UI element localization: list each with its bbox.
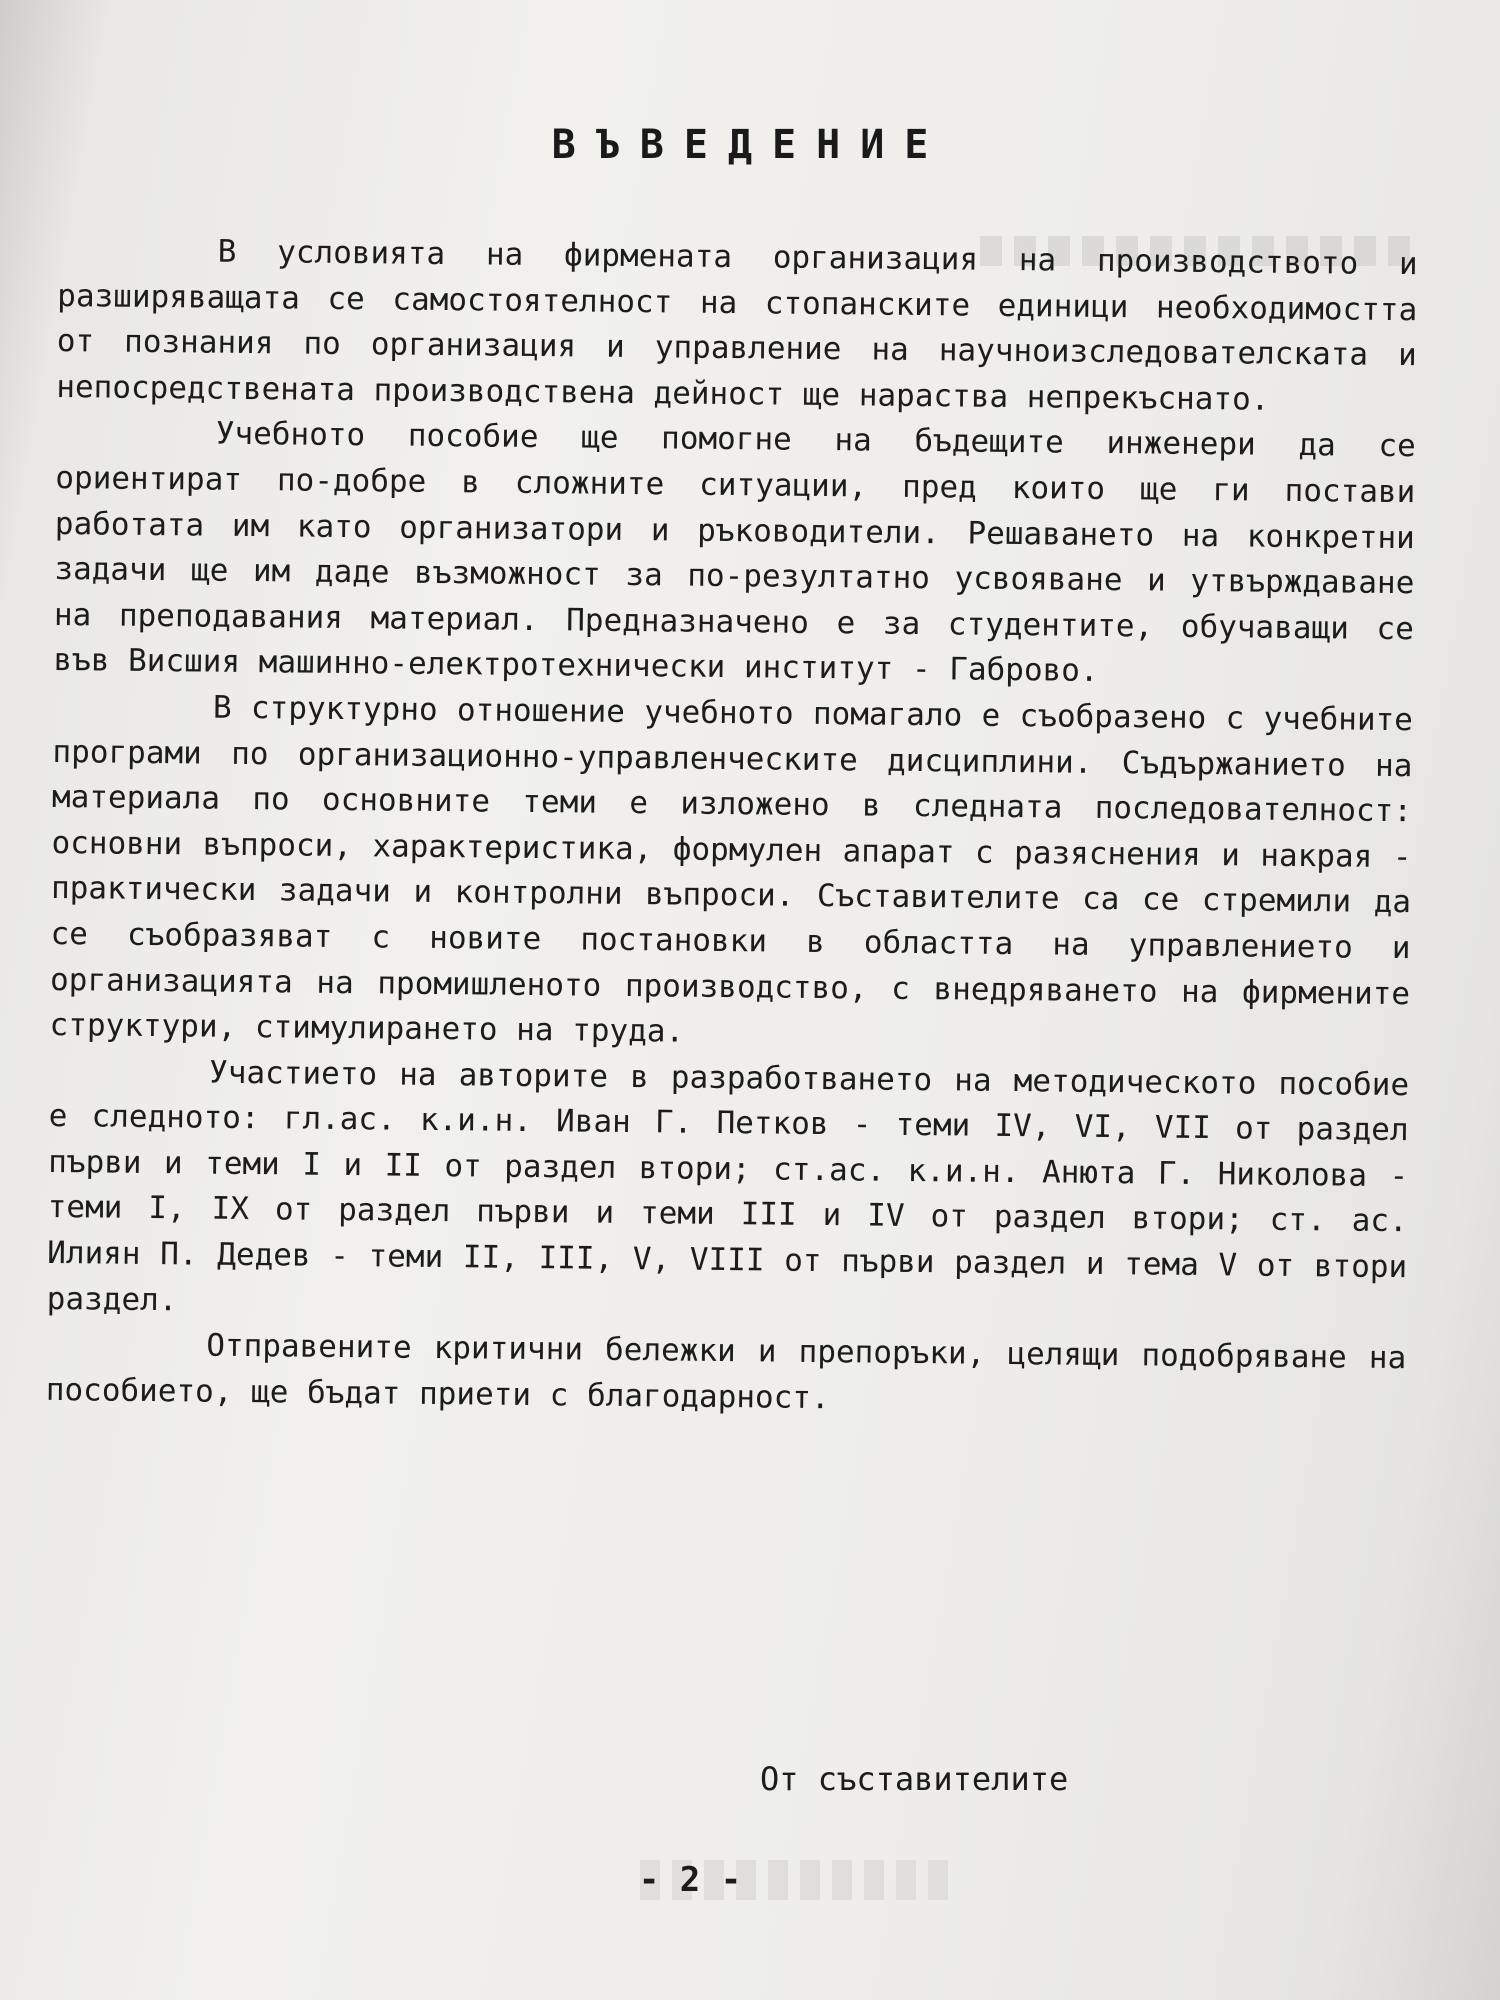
paragraph-intro: В условията на фирмената организация на производството и разширяващата се самостоятелност на стопанските единици необходимостта от познания по организация и управление на научноизследователската и непосредствената производствена дейност ще нараства непрекъснато. — [56, 233, 1418, 418]
signature: От съставителите — [760, 1760, 1069, 1798]
page-number: - 2 - — [638, 1860, 742, 1900]
paragraph-structure: В структурно отношение учебното помагало е съобразено с учебните програми по организационно-управленческите дисциплини. Съдържанието на материала по основните теми е изложено в следната последователност: основни въпроси, характеристика, формулен апарат с разяснения и накрая - практически задачи и контролни въпроси. Съставителите са се стремили да се съобразяват с новите постановки в областта на управлението и организацията на промишленото производство, с внедряването на фирмените структури, стимулирането на труда. — [49, 689, 1414, 1050]
paragraph-purpose: Учебното пособие ще помогне на бъдещите инженери да се ориентират по-добре в сложните ситуации, пред които ще ги постави работата им като организатори и ръководители. Решаването на конкретни задачи ще им даде възможност за по-резултатно усвояване и утвърждаване на преподавания материал. Предназначено е за студентите, обучаващи се във Висшия машинно-електротехнически институт - Габрово. — [53, 416, 1416, 690]
document-title: ВЪВЕДЕНИЕ — [551, 122, 949, 168]
paragraph-feedback: Отправените критични бележки и препоръки, целящи подобряване на пособието, ще бъдат приети с благодарност. — [45, 1327, 1407, 1416]
paragraph-authors: Участието на авторите в разработването на методическото пособие е следното: гл.ас. к.и.н. Иван Г. Петков - теми IV, VI, VII от раздел първи и теми I и II от раздел втори; ст.ас. к.и.н. Анюта Г. Николова - теми I, IX от раздел първи и теми III и IV от раздел втори; ст. ас. Илиян П. Дедев - теми II, III, V, VIII от първи раздел и тема V от втори раздел. — [46, 1054, 1410, 1318]
document-body — [46, 228, 1418, 1428]
